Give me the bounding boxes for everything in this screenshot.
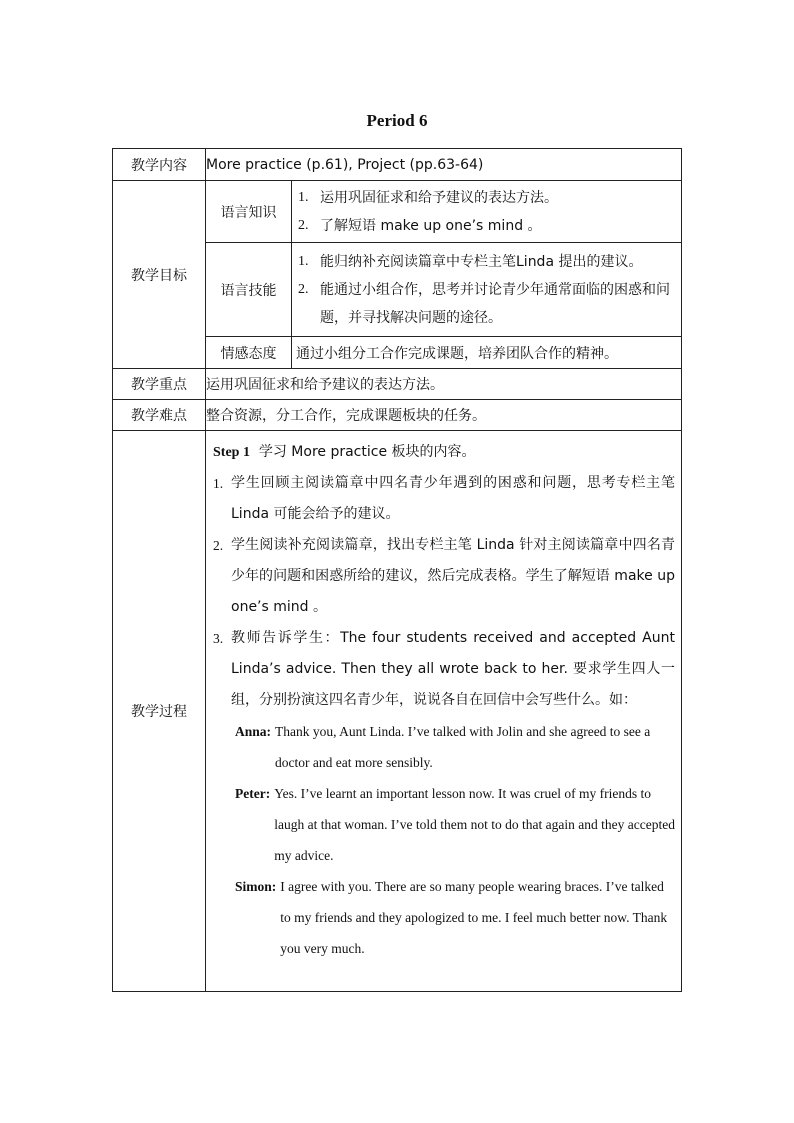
lesson-plan-table <box>112 148 682 992</box>
row-difficulty <box>113 400 682 431</box>
row-label-content: 教学内容 <box>113 149 206 181</box>
row-content <box>113 149 682 181</box>
skills-list <box>292 243 682 337</box>
list-item: 3. 教师告诉学生：The four students received and accepted Aunt Linda’s advice. Then they all wrote back to her. 要求学生四人一组，分别扮演这四名青少年，说说各自在回信中会写些什么。如： <box>213 630 675 708</box>
focus-value: 运用巩固征求和给予建议的表达方法。 <box>206 369 682 400</box>
row-label-difficulty: 教学难点 <box>113 400 206 431</box>
row-objectives-knowledge <box>113 181 682 243</box>
speaker-label: Simon: <box>235 879 277 894</box>
row-focus <box>113 369 682 400</box>
row-label-focus: 教学重点 <box>113 369 206 400</box>
list-item: 2. 了解短语 make up one’s mind 。 <box>298 217 542 234</box>
row-label-objectives: 教学目标 <box>113 181 206 369</box>
list-item: 2. 能通过小组合作，思考并讨论青少年通常面临的困惑和问题，并寻找解决问题的途径。 <box>298 281 670 326</box>
sub-label-attitude: 情感态度 <box>206 337 292 369</box>
list-item: 1. 学生回顾主阅读篇章中四名青少年遇到的困惑和问题，思考专栏主笔 Linda 可能会给予的建议。 <box>213 475 675 522</box>
dialogue-line: Peter: Yes. I’ve learnt an important lesson now. It was cruel of my friends to laugh at that woman. I’ve told them not to do that again and they accepted my advice. <box>235 778 675 871</box>
sub-label-knowledge: 语言知识 <box>206 181 292 243</box>
row-label-process: 教学过程 <box>113 431 206 992</box>
process-body <box>206 431 682 992</box>
list-item: 1. 能归纳补充阅读篇章中专栏主笔Linda 提出的建议。 <box>298 253 643 270</box>
dialogue-line: Simon: I agree with you. There are so many people wearing braces. I’ve talked to my friends and they apologized to me. I feel much better now. Thank you very much. <box>235 871 675 964</box>
row-process <box>113 431 682 992</box>
speaker-label: Peter: <box>235 786 271 801</box>
sub-label-skills: 语言技能 <box>206 243 292 337</box>
difficulty-value: 整合资源，分工合作，完成课题板块的任务。 <box>206 400 682 431</box>
speaker-label: Anna: <box>235 724 272 739</box>
attitude-value: 通过小组分工合作完成课题，培养团队合作的精神。 <box>292 337 682 369</box>
page-title: Period 6 <box>366 111 428 130</box>
knowledge-list <box>292 181 682 243</box>
list-item: 1. 运用巩固征求和给予建议的表达方法。 <box>298 189 558 206</box>
dialogue-line: Anna: Thank you, Aunt Linda. I’ve talked with Jolin and she agreed to see a doctor and eat more sensibly. <box>235 716 675 778</box>
step-heading: Step 1 学习 More practice 板块的内容。 <box>213 444 476 460</box>
content-value: More practice (p.61), Project (pp.63-64) <box>206 149 682 181</box>
list-item: 2. 学生阅读补充阅读篇章，找出专栏主笔 Linda 针对主阅读篇章中四名青少年的问题和困惑所给的建议，然后完成表格。学生了解短语 make up one’s mind 。 <box>213 537 675 615</box>
